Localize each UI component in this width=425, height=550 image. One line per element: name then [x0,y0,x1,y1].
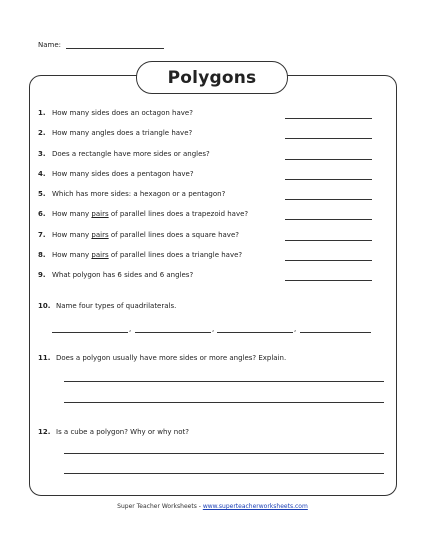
footer-credit: Super Teacher Worksheets - [117,503,203,510]
separator: , [294,325,297,333]
answer-line-9[interactable] [285,280,372,281]
emphasis-pairs: pairs [91,251,109,259]
page-title: Polygons [136,61,288,94]
question-9: 9. What polygon has 6 sides and 6 angles? [38,271,194,279]
answer-line-4[interactable] [285,179,372,180]
quadrilateral-answer-line-3[interactable] [217,332,293,333]
answer-line-2[interactable] [285,138,372,139]
footer-link[interactable]: www.superteacherworksheets.com [202,503,308,510]
footer [0,503,425,510]
question-4: 4. How many sides does a pentagon have? [38,170,194,178]
question-10: 10. Name four types of quadrilaterals. [38,302,177,310]
answer-line-5[interactable] [285,199,372,200]
quadrilateral-answer-line-1[interactable] [52,332,128,333]
separator: , [129,325,132,333]
question-11: 11. Does a polygon usually have more sides or more angles? Explain. [38,354,287,362]
emphasis-pairs: pairs [91,210,109,218]
question-12: 12. Is a cube a polygon? Why or why not? [38,428,189,436]
question-6: 6. How many pairs of parallel lines does a trapezoid have? [38,210,249,218]
explain-line-2[interactable] [64,402,384,403]
answer-line-7[interactable] [285,240,372,241]
question-7: 7. How many pairs of parallel lines does a square have? [38,231,239,239]
explain-line-3[interactable] [64,453,384,454]
explain-line-1[interactable] [64,381,384,382]
question-8: 8. How many pairs of parallel lines does a triangle have? [38,251,243,259]
quadrilateral-answer-line-4[interactable] [300,332,371,333]
name-field[interactable] [66,40,164,49]
question-5: 5. Which has more sides: a hexagon or a pentagon? [38,190,226,198]
quadrilateral-answer-line-2[interactable] [135,332,211,333]
answer-line-3[interactable] [285,159,372,160]
answer-line-8[interactable] [285,260,372,261]
emphasis-pairs: pairs [91,231,109,239]
answer-line-6[interactable] [285,219,372,220]
question-1: 1. How many sides does an octagon have? [38,109,193,117]
name-label: Name: [38,41,62,49]
question-2: 2. How many angles does a triangle have? [38,129,193,137]
question-3: 3. Does a rectangle have more sides or angles? [38,150,210,158]
answer-line-1[interactable] [285,118,372,119]
explain-line-4[interactable] [64,473,384,474]
name-row [38,40,164,49]
separator: , [212,325,215,333]
